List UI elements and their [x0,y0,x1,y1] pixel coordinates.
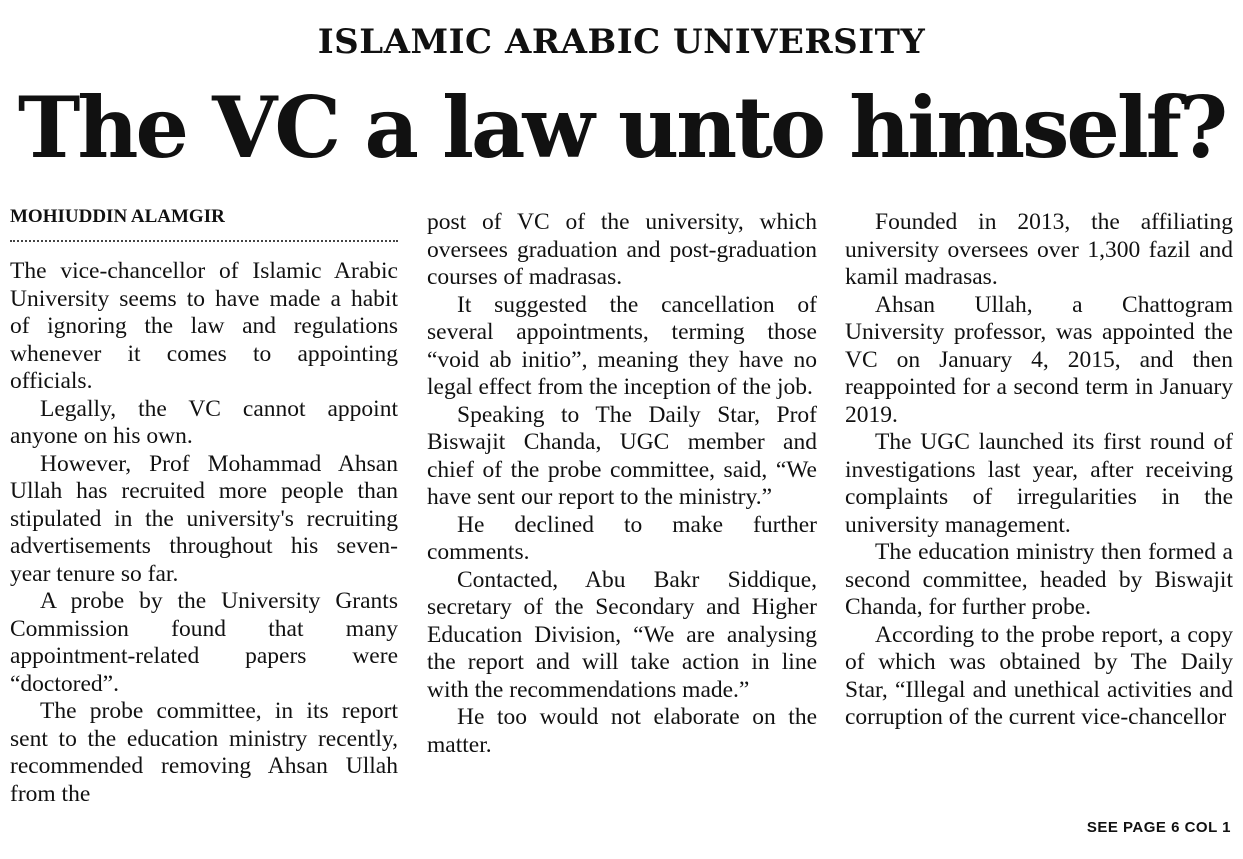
paragraph: Founded in 2013, the affiliating university oversees over 1,300 fazil and kamil madrasas. [845,209,1233,290]
paragraph: He too would not elaborate on the matter. [427,704,817,758]
headline: The VC a law unto himself? [17,78,1226,177]
continuation-note: SEE PAGE 6 COL 1 [1086,819,1231,836]
paragraph: The UGC launched its first round of investigations last year, after receiving complaints of irregularities in the university management. [845,429,1233,538]
kicker: ISLAMIC ARABIC UNIVERSITY [317,22,926,62]
paragraph: The vice-chancellor of Islamic Arabic University seems to have made a habit of ignoring the law and regulations whenever it comes to appointing officials. [10,258,398,394]
paragraph: The probe committee, in its report sent to the education ministry recently, recommended removing Ahsan Ullah from the [10,698,398,807]
paragraph: However, Prof Mohammad Ahsan Ullah has recruited more people than stipulated in the university's recruiting advertisements throughout his seven-year tenure so far. [10,450,398,587]
article-column-3 [845,209,1233,732]
paragraph: Legally, the VC cannot appoint anyone on his own. [10,395,398,449]
paragraph: A probe by the University Grants Commission found that many appointment-related papers were “doctored”. [10,588,398,697]
article-column-2 [427,209,817,759]
paragraph: He declined to make further comments. [427,511,817,565]
paragraph: It suggested the cancellation of several appointments, terming those “void ab initio”, meaning they have no legal effect from the inception of the job. [427,291,817,400]
paragraph: post of VC of the university, which oversees graduation and post-graduation courses of madrasas. [427,209,817,290]
paragraph: Ahsan Ullah, a Chattogram University professor, was appointed the VC on January 4, 2015, and then reappointed for a second term in January 2019. [845,291,1233,428]
paragraph: According to the probe report, a copy of which was obtained by The Daily Star, “Illegal and unethical activities and corruption of the current vice-chancellor [845,621,1233,730]
byline: MOHIUDDIN ALAMGIR [10,206,398,242]
article-column-1 [10,258,398,808]
paragraph: Contacted, Abu Bakr Siddique, secretary of the Secondary and Higher Education Division, “We are analysing the report and will take action in line with the recommendations made.” [427,566,817,703]
paragraph: Speaking to The Daily Star, Prof Biswajit Chanda, UGC member and chief of the probe committee, said, “We have sent our report to the ministry.” [427,401,817,510]
paragraph: The education ministry then formed a second committee, headed by Biswajit Chanda, for further probe. [845,539,1233,620]
